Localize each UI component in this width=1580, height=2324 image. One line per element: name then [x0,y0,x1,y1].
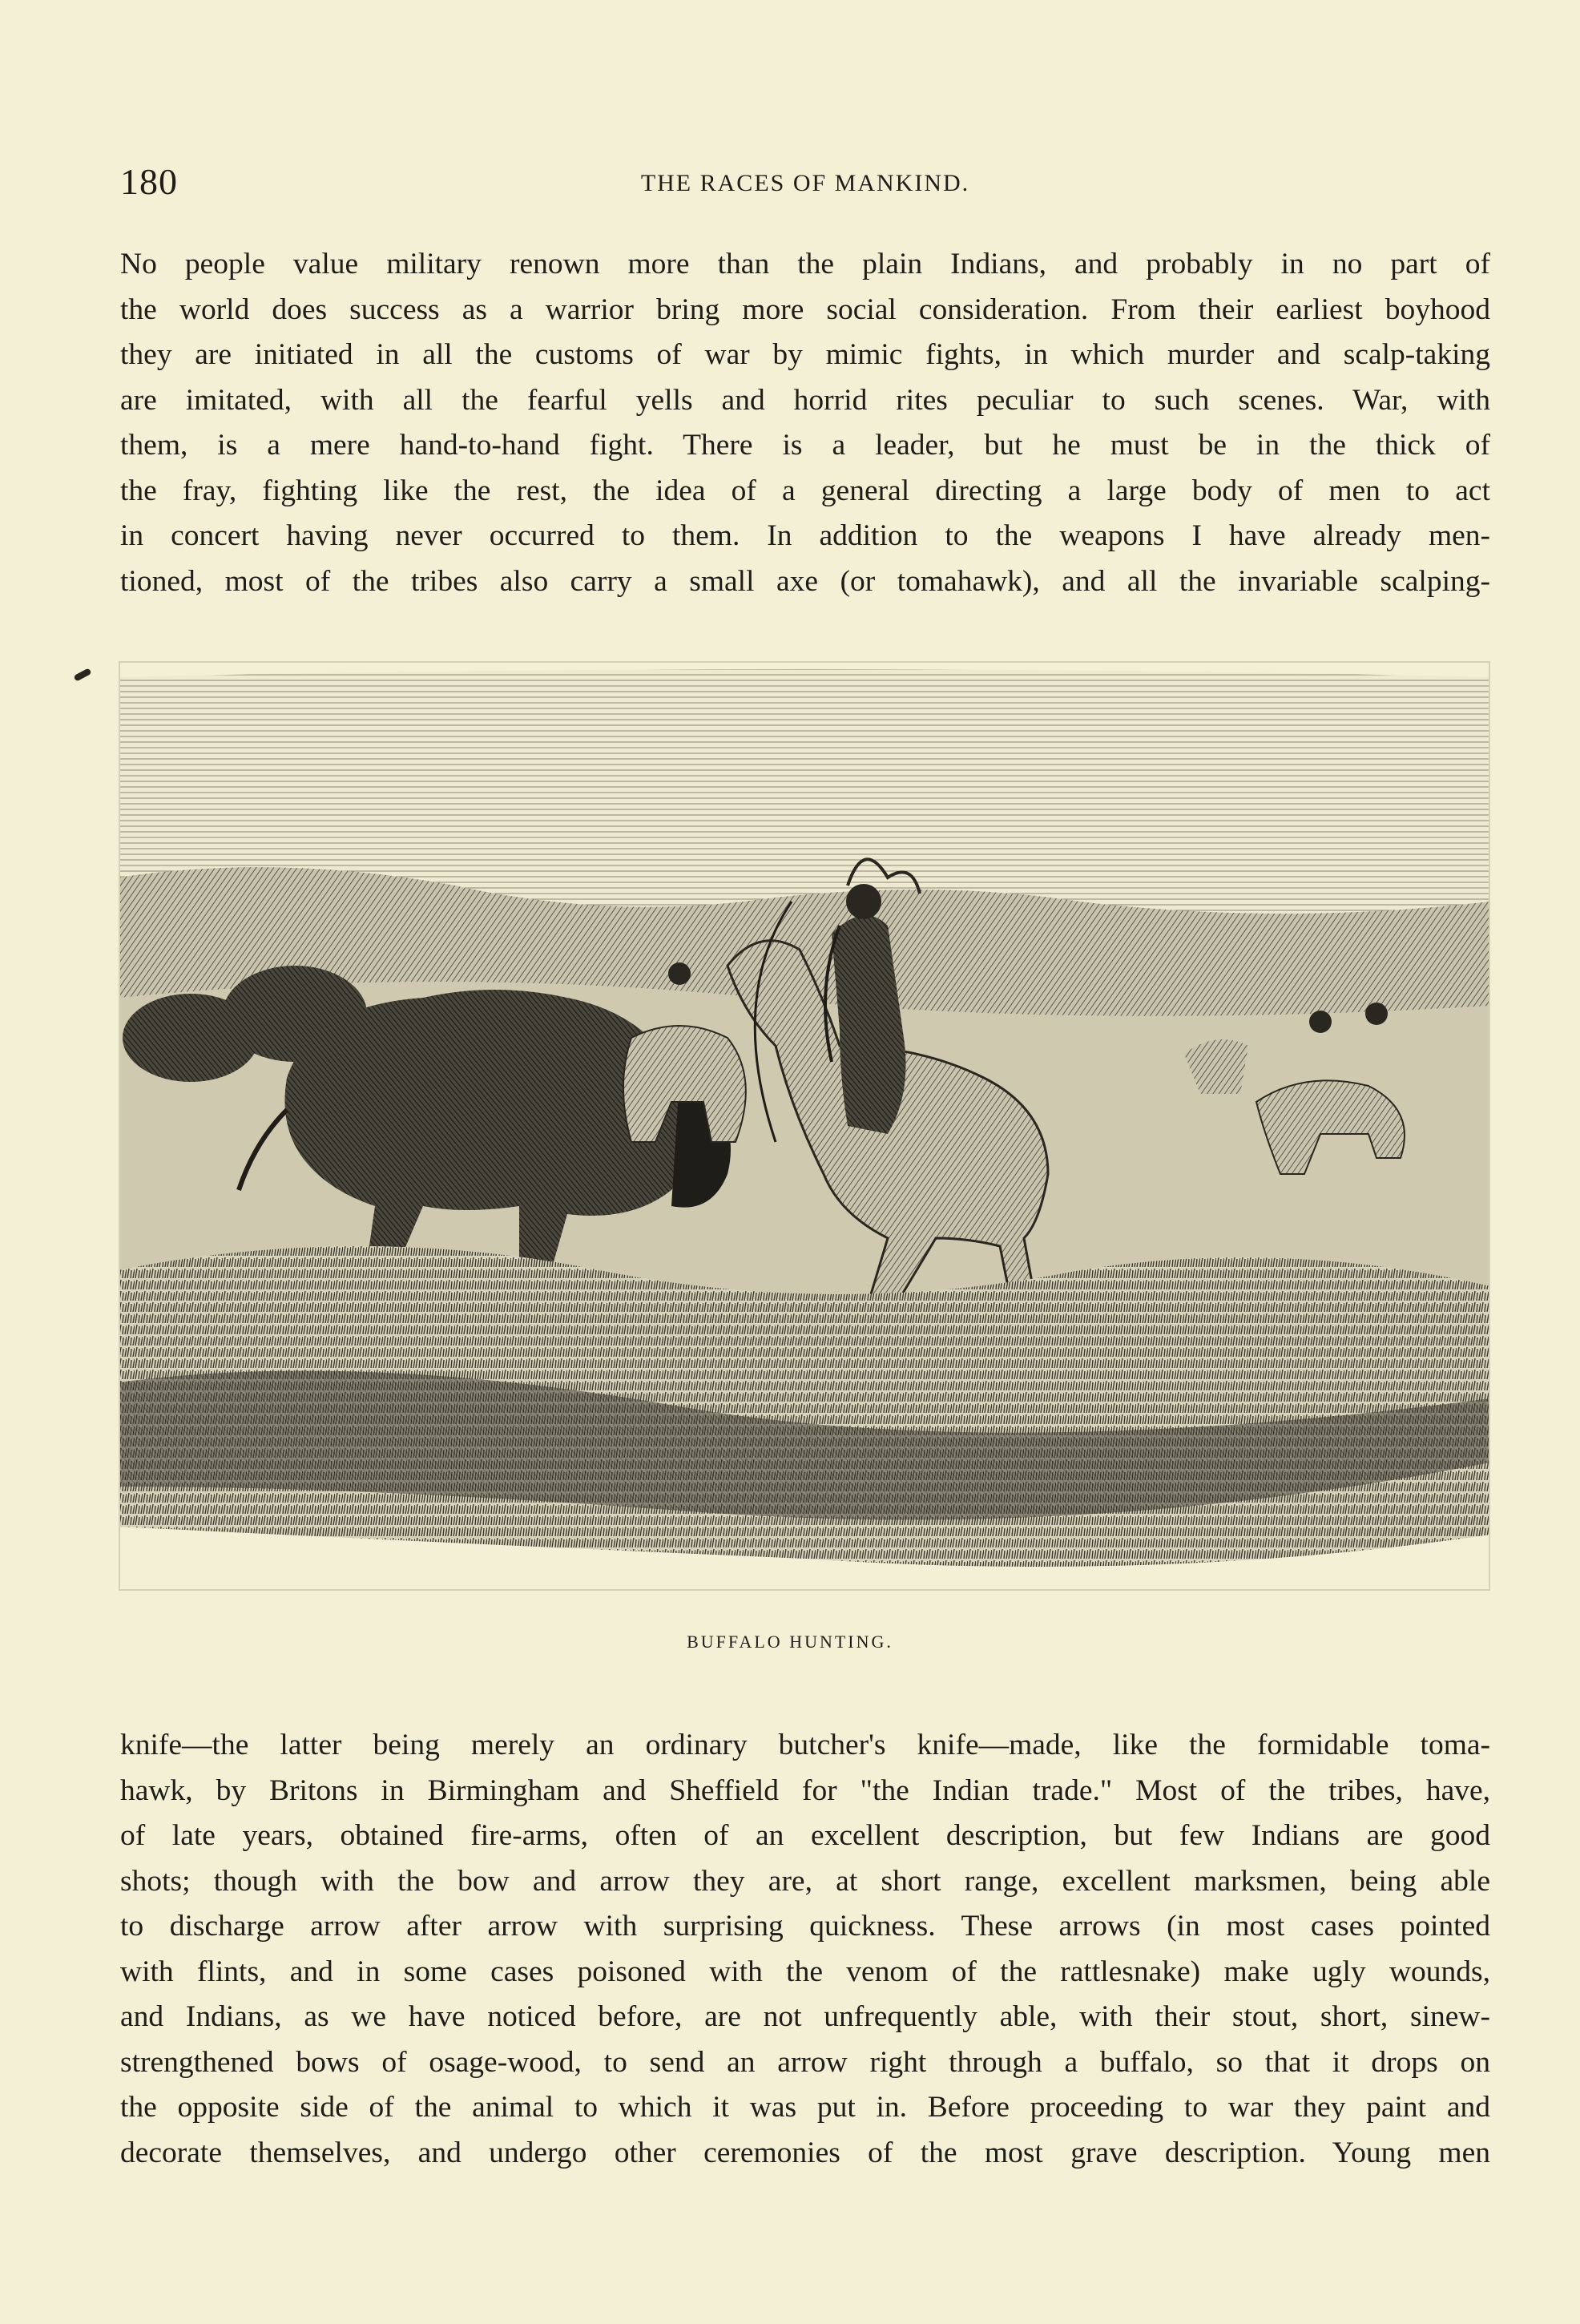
text-line: with flints, and in some cases poisoned with the venom of the rattlesnake) make ugly wounds, [120,1955,1490,1988]
text-line: shots; though with the bow and arrow they are, at short range, excellent marksmen, being able [120,1864,1490,1898]
text-line: the opposite side of the animal to which it was put in. Before proceeding to war they paint and [120,2091,1490,2124]
figure-caption: BUFFALO HUNTING. [687,1632,893,1652]
page-number: 180 [120,161,178,202]
running-head: THE RACES OF MANKIND. [640,170,970,196]
text-line: them, is a mere hand-to-hand fight. There is a leader, but he must be in the thick of [120,429,1490,462]
page-header [120,160,1490,208]
paragraph-1 [120,242,1490,604]
text-line: they are initiated in all the customs of war by mimic fights, in which murder and scalp-taking [120,338,1490,371]
text-line: knife—the latter being merely an ordinary butcher's knife—made, like the formidable toma- [120,1729,1490,1761]
text-line: strengthened bows of osage-wood, to send an arrow right through a buffalo, so that it drops on [120,2045,1490,2079]
text-line: of late years, obtained fire-arms, often of an excellent description, but few Indians are good [120,1819,1490,1852]
text-line: decorate themselves, and undergo other ceremonies of the most grave description. Young men [120,2136,1490,2169]
text-line: to discharge arrow after arrow with surprising quickness. These arrows (in most cases pointed [120,1910,1490,1943]
ink-mark [73,668,91,681]
text-line: and Indians, as we have noticed before, are not unfrequently able, with their stout, short, sinew- [120,2000,1490,2033]
text-line: are imitated, with all the fearful yells and horrid rites peculiar to such scenes. War, with [120,383,1490,417]
text-line: No people value military renown more than the plain Indians, and probably in no part of [120,248,1490,280]
text-line: in concert having never occurred to them. In addition to the weapons I have already men- [120,519,1490,552]
text-line: the fray, fighting like the rest, the idea of a general directing a large body of men to act [120,474,1490,507]
paragraph-2 [120,1723,1490,2176]
text-line: tioned, most of the tribes also carry a small axe (or tomahawk), and all the invariable scalping- [120,564,1490,598]
engraving-illustration [119,661,1490,1591]
text-line: the world does success as a warrior bring more social consideration. From their earliest boyhood [120,293,1490,326]
text-line: hawk, by Britons in Birmingham and Sheffield for "the Indian trade." Most of the tribes, have, [120,1773,1490,1807]
